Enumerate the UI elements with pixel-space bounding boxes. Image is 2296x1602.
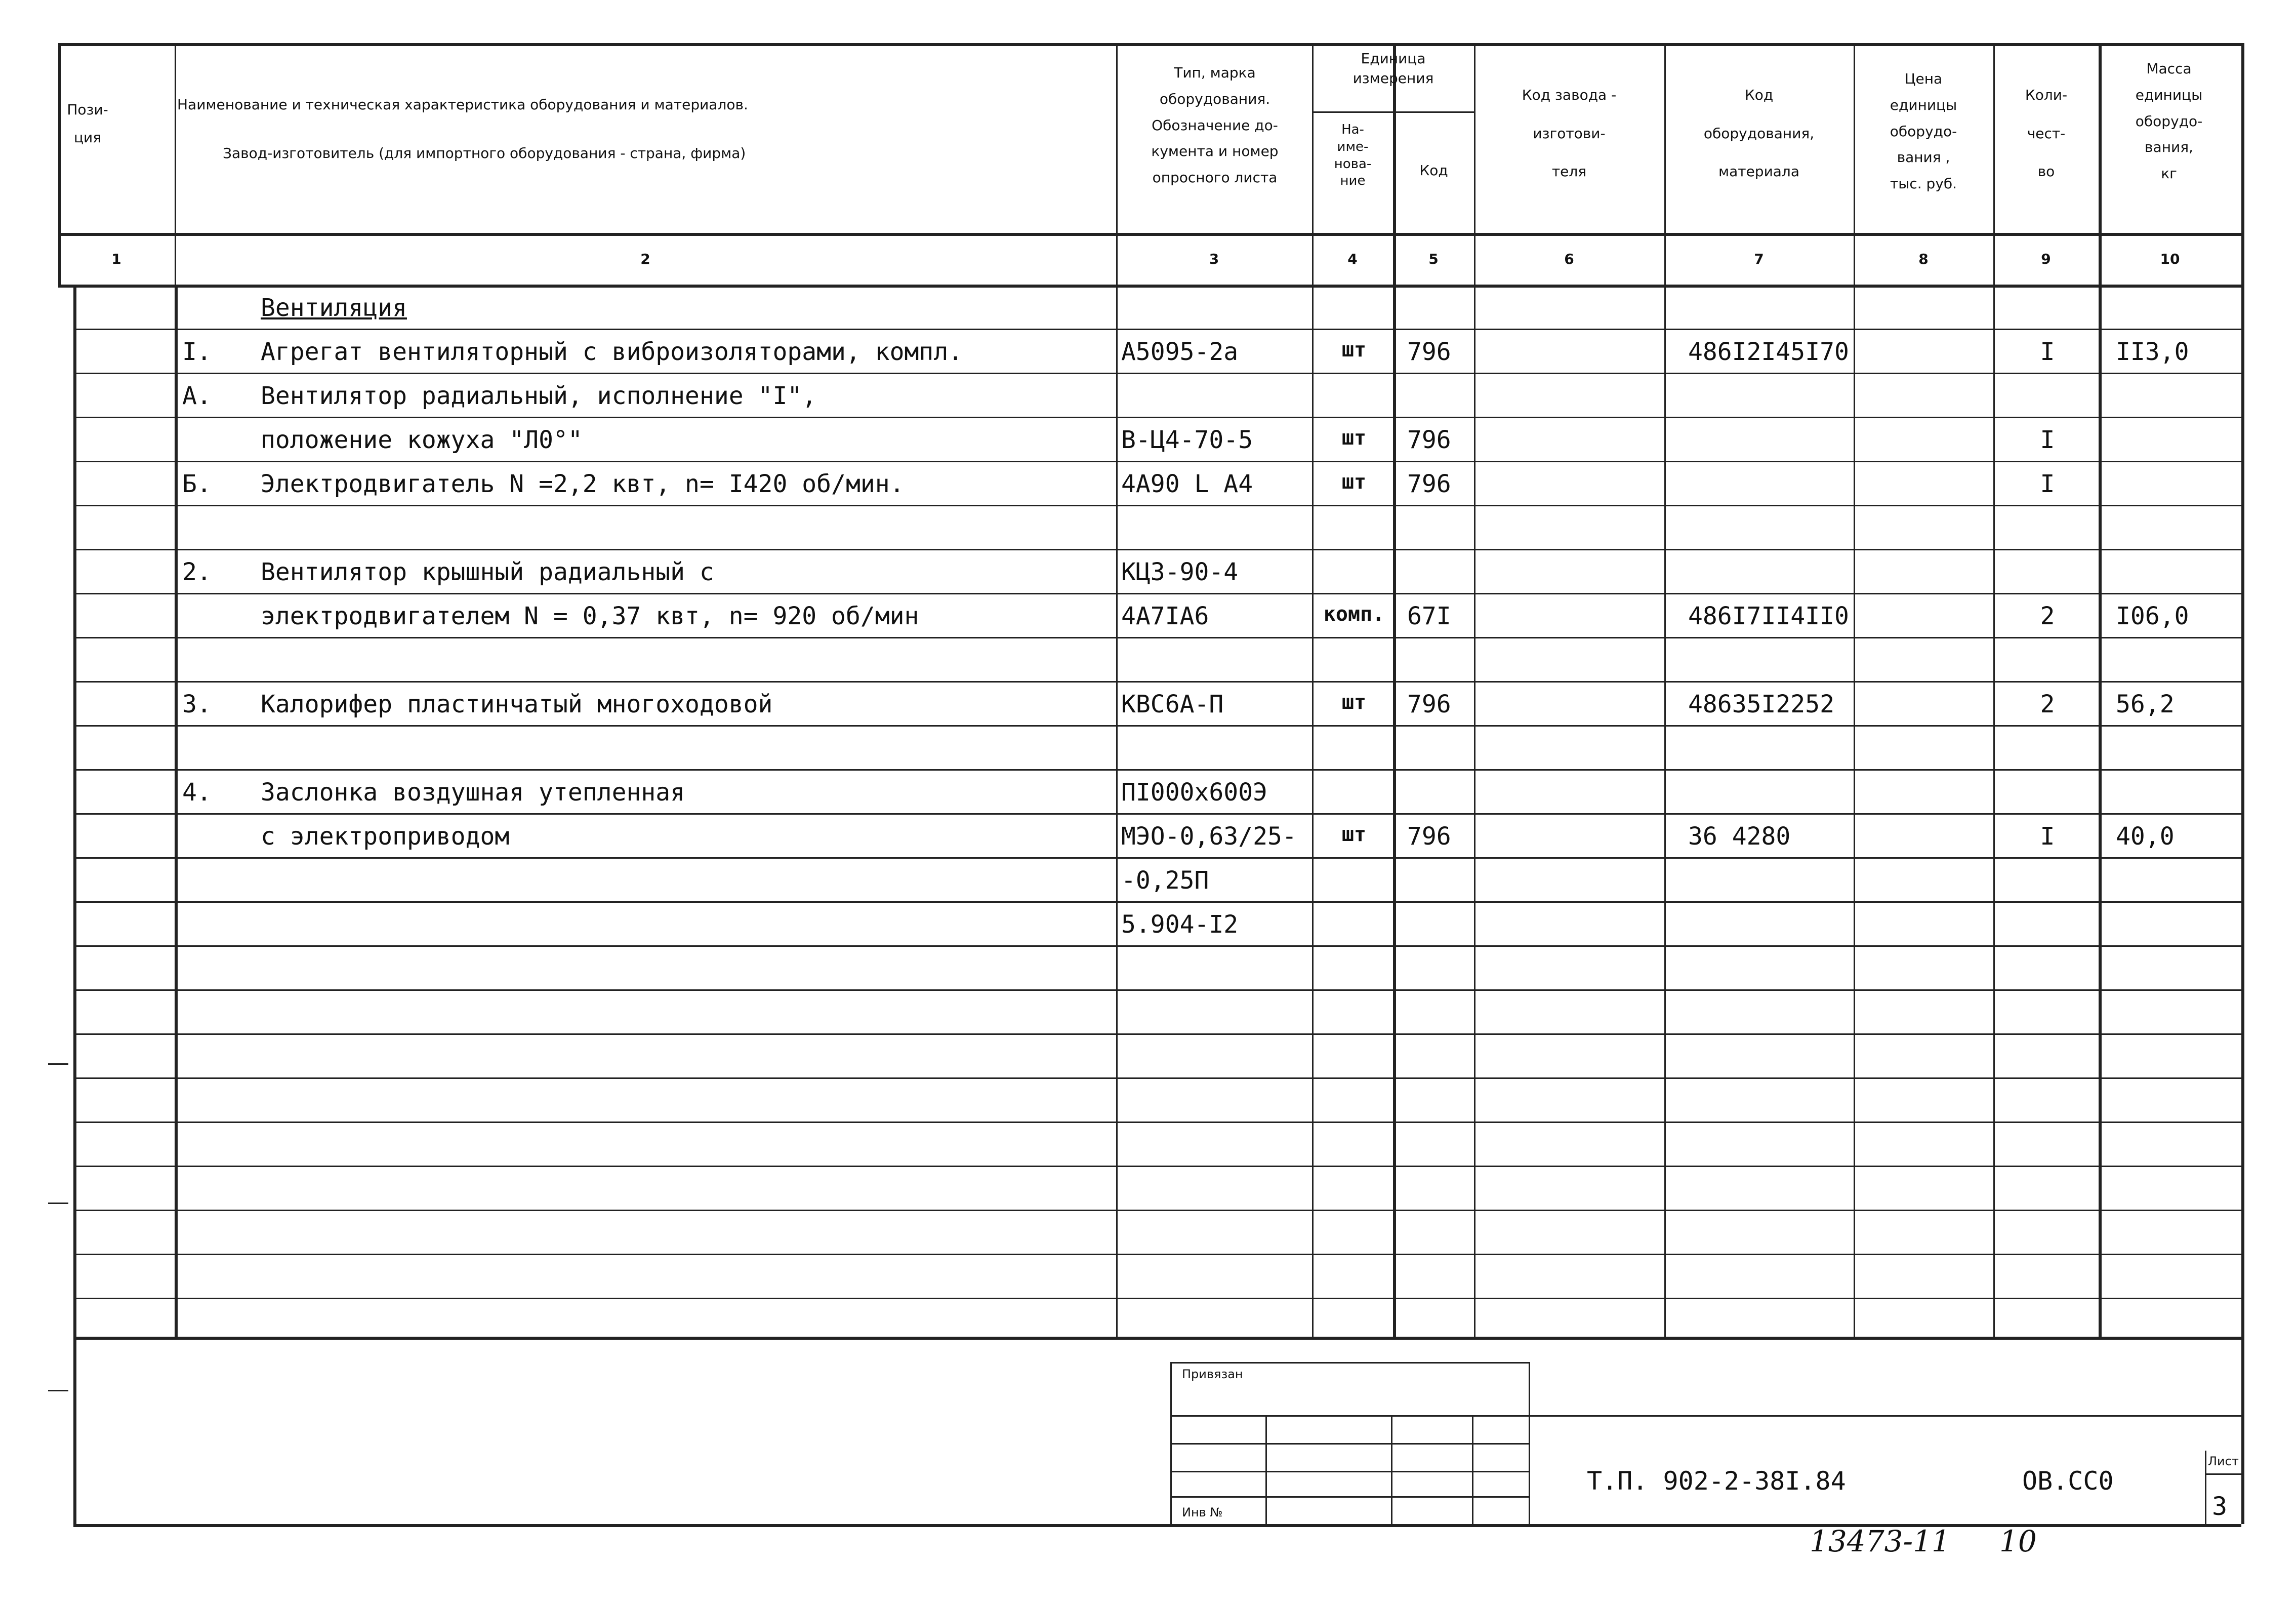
grid-line (73, 549, 2241, 550)
row-eqcode: 486I2I45I70 (1688, 338, 1849, 366)
grid-line (73, 725, 2241, 727)
grid-line (73, 989, 2241, 991)
grid-line (1170, 1415, 1529, 1417)
grid-line (2241, 43, 2244, 1524)
row-type: А5095-2а (1121, 338, 1239, 366)
column-number: 9 (2041, 251, 2051, 267)
header-unit-code: Код (1419, 162, 1448, 179)
handwritten-archive-number: 13473-11 (1810, 1524, 1950, 1558)
grid-line (1393, 43, 1396, 1337)
row-type: КЦ3-90-4 (1121, 558, 1239, 586)
grid-line (73, 857, 2241, 859)
row-name: положение кожуха "Л0°" (261, 426, 583, 454)
grid-line (1170, 1443, 1529, 1445)
row-qty: 2 (2040, 690, 2055, 718)
row-unit: шт (1341, 338, 1367, 362)
grid-line (1993, 43, 1995, 1337)
row-name: Калорифер пластинчатый многоходовой (261, 690, 773, 718)
grid-line (73, 637, 2241, 638)
stamp-doc-number: Т.П. 902-2-38I.84 (1587, 1466, 1846, 1496)
row-qty: I (2040, 470, 2055, 498)
header-plant-code: Код завода - изготови- теля (1522, 87, 1617, 180)
grid-line (73, 1337, 2241, 1340)
row-name: Вентилятор крышный радиальный с (261, 558, 714, 586)
row-mass: I06,0 (2116, 602, 2189, 630)
column-number: 3 (1209, 251, 1219, 267)
column-number: 6 (1564, 251, 1574, 267)
stamp-inv: Инв № (1182, 1505, 1223, 1519)
grid-line (73, 769, 2241, 771)
row-name: электродвигателем N = 0,37 квт, n= 920 об/мин (261, 602, 919, 630)
row-unit: шт (1341, 691, 1367, 714)
grid-line (48, 1063, 68, 1065)
grid-line (73, 681, 2241, 683)
column-number: 10 (2160, 251, 2180, 267)
header-mass: Масса единицы оборудо- вания, кг (2135, 60, 2203, 182)
grid-line (58, 43, 61, 285)
handwritten-page-number: 10 (1999, 1524, 2037, 1558)
row-code: 796 (1407, 822, 1451, 851)
grid-line (1170, 1362, 1172, 1524)
header-quantity: Коли- чест- во (2025, 87, 2068, 180)
grid-line (73, 593, 2241, 594)
grid-line (1854, 43, 1855, 1337)
grid-line (1170, 1471, 1529, 1472)
column-number: 5 (1428, 251, 1439, 267)
grid-line (1474, 43, 1475, 1337)
row-mass: 56,2 (2116, 690, 2175, 718)
row-code: 796 (1407, 470, 1451, 498)
header-type: Тип, марка оборудования. Обозначение до- кумента и номер опросного листа (1151, 64, 1279, 186)
grid-line (1529, 1415, 2241, 1417)
column-number: 7 (1754, 251, 1764, 267)
row-mass: II3,0 (2116, 338, 2189, 366)
grid-line (73, 505, 2241, 506)
grid-line (73, 1122, 2241, 1123)
grid-line (73, 417, 2241, 418)
grid-line (1312, 111, 1474, 113)
row-pos: 3. (182, 690, 212, 718)
row-pos: 2. (182, 558, 212, 586)
grid-line (73, 373, 2241, 374)
row-unit: шт (1341, 470, 1367, 494)
row-mass: 40,0 (2116, 822, 2175, 851)
grid-line (1312, 43, 1314, 1337)
row-code: 67I (1407, 602, 1451, 630)
row-pos: Б. (182, 470, 212, 498)
grid-line (73, 1210, 2241, 1211)
row-type: ПI000х600Э (1121, 778, 1267, 807)
row-type: 5.904-I2 (1121, 910, 1239, 939)
grid-line (48, 1203, 68, 1204)
grid-line (73, 1077, 2241, 1079)
column-number: 1 (111, 251, 121, 267)
header-equipment-code: Код оборудования, материала (1703, 87, 1815, 180)
row-code: 796 (1407, 426, 1451, 454)
row-qty: I (2040, 426, 2055, 454)
grid-line (2205, 1473, 2241, 1475)
row-type: -0,25П (1121, 866, 1209, 895)
grid-line (2205, 1451, 2206, 1524)
grid-line (73, 945, 2241, 947)
row-pos: 4. (182, 778, 212, 807)
column-number: 4 (1347, 251, 1358, 267)
stamp-privyazan: Привязан (1182, 1367, 1243, 1381)
grid-line (1265, 1415, 1267, 1524)
row-type: В-Ц4-70-5 (1121, 426, 1253, 454)
row-name: Агрегат вентиляторный с виброизоляторами, компл. (261, 338, 963, 366)
header-position: Пози- ция (67, 101, 108, 146)
header-name-line2: Завод-изготовитель (для импортного оборудования - страна, фирма) (223, 145, 746, 162)
header-unit: Единица измерения (1352, 50, 1434, 87)
row-code: 796 (1407, 690, 1451, 718)
grid-line (73, 285, 76, 1524)
row-qty: I (2040, 338, 2055, 366)
header-name-line1: Наименование и техническая характеристика оборудования и материалов. (177, 96, 748, 113)
grid-line (1472, 1415, 1473, 1524)
row-unit: комп. (1323, 603, 1385, 626)
row-unit: шт (1341, 823, 1367, 846)
row-name: с электроприводом (261, 822, 510, 851)
grid-line (58, 285, 2241, 288)
row-name: Электродвигатель N =2,2 квт, n= I420 об/мин. (261, 470, 905, 498)
grid-line (1116, 43, 1118, 1337)
grid-line (73, 1033, 2241, 1035)
grid-line (1170, 1496, 1529, 1498)
stamp-sheet-label: Лист (2208, 1454, 2239, 1468)
row-name: Заслонка воздушная утепленная (261, 778, 685, 807)
row-code: 796 (1407, 338, 1451, 366)
grid-line (73, 1254, 2241, 1255)
grid-line (48, 1390, 68, 1391)
row-unit: шт (1341, 426, 1367, 450)
grid-line (1529, 1362, 1530, 1524)
grid-line (73, 1166, 2241, 1167)
row-pos: А. (182, 382, 212, 410)
row-type: 4А90 L А4 (1121, 470, 1253, 498)
stamp-doc-code: ОВ.СС0 (2022, 1466, 2114, 1496)
grid-line (175, 285, 178, 1337)
header-unit-name: На- име- нова- ние (1334, 122, 1372, 189)
row-pos: I. (182, 338, 212, 366)
grid-line (1391, 1415, 1392, 1524)
column-number: 8 (1918, 251, 1929, 267)
grid-line (58, 43, 2241, 46)
row-eqcode: 36 4280 (1688, 822, 1791, 851)
row-qty: 2 (2040, 602, 2055, 630)
row-type: КВС6А-П (1121, 690, 1224, 718)
row-eqcode: 486I7II4II0 (1688, 602, 1849, 630)
grid-line (2099, 43, 2102, 1337)
column-number: 2 (640, 251, 650, 267)
header-price: Цена единицы оборудо- вания , тыс. руб. (1890, 70, 1957, 192)
row-name: Вентилятор радиальный, исполнение "I", (261, 382, 817, 410)
grid-line (73, 813, 2241, 815)
grid-line (73, 329, 2241, 330)
stamp-sheet-number: 3 (2212, 1492, 2228, 1521)
row-type: МЭО-0,63/25- (1121, 822, 1297, 851)
grid-line (73, 461, 2241, 462)
row-qty: I (2040, 822, 2055, 851)
row-type: 4А7IА6 (1121, 602, 1209, 630)
grid-line (58, 233, 2241, 236)
grid-line (1664, 43, 1666, 1337)
grid-line (73, 1298, 2241, 1299)
row-eqcode: 48635I2252 (1688, 690, 1834, 718)
grid-line (1170, 1362, 1529, 1364)
row-name: Вентиляция (261, 294, 407, 322)
grid-line (73, 901, 2241, 903)
